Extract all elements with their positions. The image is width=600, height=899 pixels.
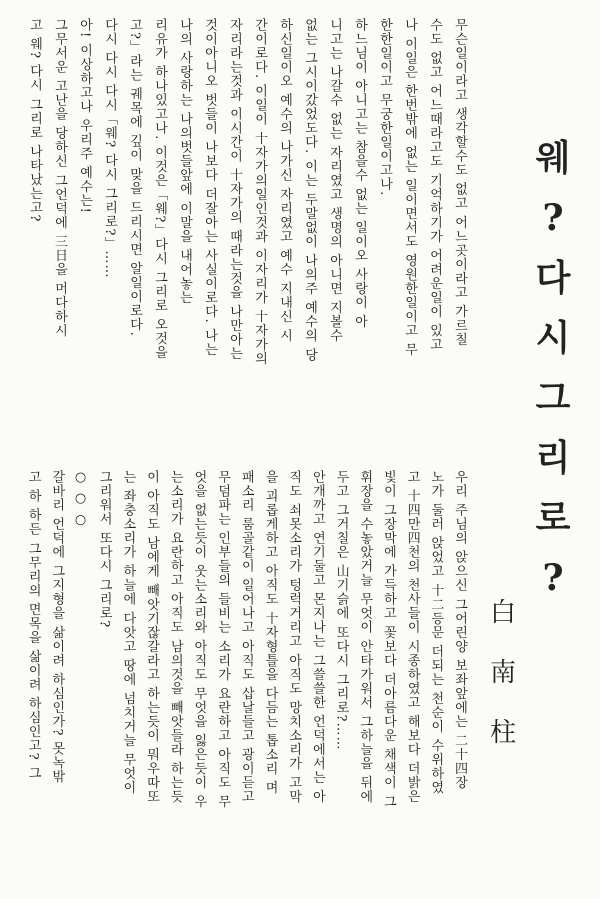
text-column: 하느님이 아니고는 참을수 없는 일이오 사랑이 아 (352, 18, 367, 329)
title-char: 웨 (535, 137, 571, 179)
text-column: 는 좌충소리가 하늘에 다앗고 땅에 넘치거늘 무엇이 (120, 470, 136, 795)
text-column: 고 十四만四천의 천사들이 시종하였고 해보다 더밝은 (404, 470, 420, 804)
text-column: 나의 사랑하는 나의벗들앞에 이말을 내어놓는 (177, 18, 192, 305)
text-column: 아! 이상하고나 우리주 예수는! (77, 18, 92, 214)
text-column: 니고는 나갈수 없는 자리였고 생명의 아니면 지볼수 (327, 18, 342, 343)
text-column: 패소리 룸골같이 일어나고 아직도 삽날들고 광이듣고 (238, 470, 254, 804)
text-column: 휘장을 수놓았거늘 무엇이 안타가워서 그하늘을 뒤에 (357, 470, 373, 804)
text-column: 우리 주님의 앉으신 그어린양 보좌앞에는 二十四장 (452, 470, 467, 790)
text-column: 무덤파는 인부들의 들비는 소리가 요란하고 아직도 무 (215, 470, 231, 809)
text-column: 는소리가 요란하고 아직도 남의것을 빼앗들라 하는듯 (167, 470, 183, 804)
upper-text-block (22, 18, 472, 458)
author-char: 白 (489, 598, 516, 628)
text-column: 노가 둘러 앉었고 十二등문 더되는 천순이 수위하였 (428, 470, 444, 795)
text-column: 엇을 없는듯이 웃는소리와 아직도 무엇을 잃은듯이 우 (191, 470, 207, 809)
title-char: 리 (535, 437, 571, 479)
title-char: 그 (535, 377, 571, 419)
text-column: 갈바리 언덕에 그지형을 삶이려 하심인가? 못녹밖 (49, 470, 65, 784)
text-column: 그무서운 고난을 당하신 그언덕에 三日을 머다하시 (52, 18, 67, 338)
title-char: 로 (535, 497, 571, 539)
section-break-marks: ○ ○ ○ (73, 470, 88, 529)
text-column: 없는 그시이갔었도다. 이는 두말없이 나의주 예수의 당 (302, 18, 317, 362)
text-column: 고 웨? 다시 그리로 나타났는고? (27, 18, 42, 223)
text-column: 직도 쇠못소리가 텅럭거리고 아직도 망치소리가 고막 (286, 470, 302, 804)
text-column: 것이아니오 벗들이 나보다 더잘아는 사실이로다. 나는 (202, 18, 217, 357)
author-name (478, 600, 528, 780)
text-column: 이 아직도 남에게 빼앗기잖갈라고 하는듯이 뭐우따또 (144, 470, 160, 804)
text-column: 리유가 하나있고나. 이것은「웨?」다시 그리로 오것을 (152, 18, 167, 360)
text-column: 무슨일이라고 생각할수도 없고 어느곳이라고 가르칠 (452, 18, 467, 347)
text-column: 자리라는것과 이시간이 十자가의 때라는것을 나만아는 (227, 18, 242, 361)
text-column: 간이로다. 이일이 十자가의일인것과 이자리가 十자가의 (252, 18, 267, 366)
poem-title (528, 137, 578, 620)
text-column: 고 하 하든 그무리의 면목을 삶이려 하심인고? 그 (25, 470, 41, 780)
text-column: 하신일이오 예수의 나가신 자리였고 예수 지내신 시 (277, 18, 292, 343)
title-char: 시 (535, 317, 571, 359)
text-column: 한한일이고 무궁한일이고나. (377, 18, 392, 197)
text-column: 수도 없고 어느때라고도 기억하기가 어려운일이 있고 (427, 18, 442, 352)
text-column: 고?」라는 궤목에 깊이 맞을 드리시면 알일이로다. (127, 18, 142, 337)
title-char: 다 (535, 257, 571, 299)
title-char: ? (542, 557, 564, 599)
author-char: 南 (489, 658, 516, 688)
text-column: 그리워서 또다시 그리로? (96, 470, 112, 629)
author-char: 柱 (489, 718, 516, 748)
text-column: 다시 다시 다시「웨? 다시 그리로?」…… (102, 18, 117, 279)
title-char: ? (542, 197, 564, 239)
text-column: 을 괴롭게하고 아직도 十자형틀을 다듬는 톱소리 며 (262, 470, 278, 795)
text-column: 안개까고 연기둘고 몬지나는 그쓸쓸한 언덕에서는 아 (309, 470, 325, 804)
text-column: 두고 그거칠은 山기슭에 또다시 그리로?…… (333, 470, 349, 751)
text-column: 빛이 그장막에 가득하고 꽃보다 더아름다운 채색이 그 (380, 470, 396, 809)
text-column: 나 이일은 한번밖에 없는 일이면서도 영원한일이고 무 (402, 18, 417, 357)
lower-text-block (22, 470, 472, 890)
